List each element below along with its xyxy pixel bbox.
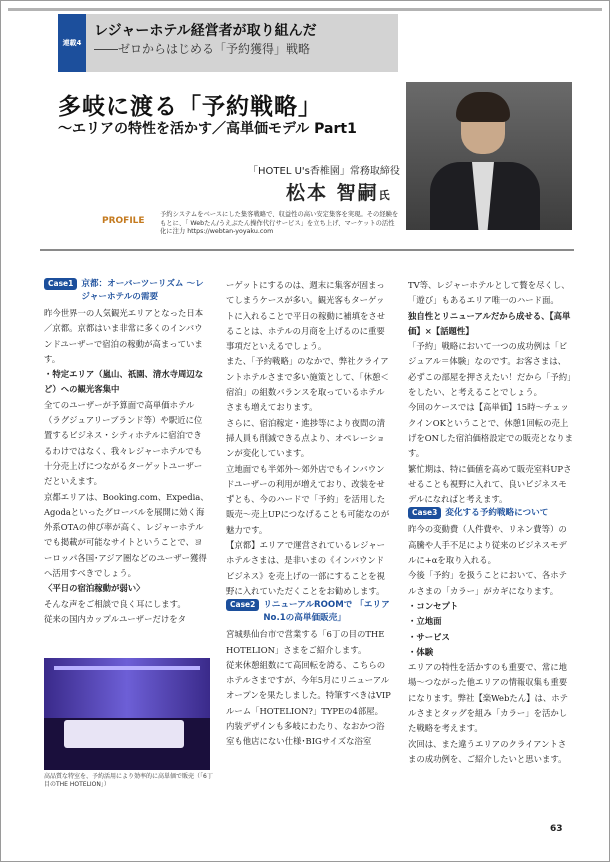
case1-heading xyxy=(44,278,210,304)
paragraph: 今回のケースでは【高単価】15時～チェックインOKということで、休憩1回転の売上げをONした宿泊価格設定での販売となります。 xyxy=(408,402,573,459)
paragraph: 全てのユーザーが予算面で高単価ホテル（ラグジュアリーブランド等）や駅近に位置するビジネス・シティホテルに宿泊できるわけではなく、我々レジャーホテルでも十分売上げにつながるターゲットユーザーだといえます。 xyxy=(44,399,203,487)
paragraph: 次回は、また違うエリアのクライアントさまの成功例を、ご紹介したいと思います。 xyxy=(408,738,567,764)
article-subtitle: ～エリアの特性を活かす／高単価モデル Part1 xyxy=(58,121,357,137)
paragraph: 従来の国内カップルユーザーだけをタ xyxy=(44,613,186,624)
paragraph: さらに、宿泊稼定・進捗等により夜間の清掃人員も削減できる点より、オペレーションが変化しています。 xyxy=(226,417,386,459)
author-honorific: 氏 xyxy=(378,189,390,202)
article-title: 多岐に渡る「予約戦略」 xyxy=(58,93,322,120)
author-role: 「HOTEL U's香椎園」常務取締役 xyxy=(248,166,400,177)
section-tag: 連載4 xyxy=(58,14,86,72)
subheading: 〈平日の宿泊稼動が弱い〉 xyxy=(44,583,145,594)
bullet-heading: ・特定エリア（嵐山、祇園、清水寺周辺など）への観光客集中 xyxy=(44,369,204,395)
author-name xyxy=(286,178,390,205)
case2-heading xyxy=(226,599,392,625)
column-1 xyxy=(44,278,210,627)
case-title: 京都：オーバーツーリズム ～レジャーホテルの需要 xyxy=(81,279,204,302)
paragraph: 独自性とリニューアルだから成せる、【高単価】×【話題性】 xyxy=(408,310,571,336)
hotel-room-photo xyxy=(44,658,210,770)
header-divider xyxy=(40,249,574,251)
paragraph: 今後「予約」を扱うことにおいて、各ホテルさまの「カラー」がカギになります。 xyxy=(408,570,567,596)
profile-text: 予約システムをベースにした集客戦略で、収益性の高い安定集客を実現。その経験をもとに、「 Webたん/うえぶたん操作代行サービス」を立ち上げ、マーケットの活性化に注力 https://webtan-yoyaku.com xyxy=(160,211,399,235)
list-item: ・体験 xyxy=(408,646,434,657)
paragraph: 昨今世界一の人気観光エリアとなった日本／京都。京都はいま非常に多くのインバウンドユーザーで宿泊の稼動が高まっています。 xyxy=(44,308,204,364)
paragraph: 宮城県仙台市で営業する「6丁の目のTHE HOTELION」さまをご紹介します。 xyxy=(226,629,385,655)
column-3 xyxy=(408,278,574,767)
paragraph: また、「予約戦略」のなかで、弊社クライアントホテルさまで多い施策として、「休憩＜宿泊」の組数バランスを取っているホテルさまも増えております。 xyxy=(226,356,389,413)
paragraph: 京都エリアは、Booking.com、Expedia、Agodaといったグローバルを展開に効く海外系OTAの伸び率が高く、レジャーホテルでも掲載が可能なサイトということで、ヨーロッパ各国･アジア圏などのユーザー獲得へ活用すべきでしょう。 xyxy=(44,491,209,579)
paragraph: そんな声をご相談で良く耳にします。 xyxy=(44,598,186,609)
list-item: ・立地面 xyxy=(408,616,442,627)
series-subtitle: ――ゼロからはじめる「予約獲得」戦略 xyxy=(94,42,311,56)
paragraph: 立地面でも半郊外～郊外店でもインバウンドユーザーの利用が増えており、改装をせずとも、今のハードで「予約」を活用した販売～売上UPにつなげることも可能なのが魅力です。 xyxy=(226,463,390,535)
case-badge: Case1 xyxy=(44,278,77,290)
paragraph: 「予約」戦略において一つの成功例は「ビジュアル＝体験」なのです。お客さまは、必ずこの部屋を押さえたい！だから「予約」をしたい、と考えることでしょう。 xyxy=(408,341,572,398)
case-title: リニューアルROOMで 「エリアNo.1の高単価販売」 xyxy=(263,600,390,624)
profile-label: PROFILE xyxy=(102,216,145,226)
case3-heading xyxy=(408,507,574,520)
list-item: ・コンセプト xyxy=(408,600,459,611)
paragraph: TV等、レジャーホテルとして贅を尽くし、「遊び」もあるエリア唯一のハード面。 xyxy=(408,280,570,306)
paragraph: ーゲットにするのは、週末に集客が固まってしまうケースが多い。観光客もターゲットに入れることで平日の稼動に補填をさせることは、ホテルの月商を上げるのに重要事項だといえるでしょう。 xyxy=(226,280,386,352)
paragraph: 繁忙期は、特に価値を高めて販売室料UPさせることも視野に入れて、良いビジネスモデルになればと考えます。 xyxy=(408,463,572,505)
paragraph: 内装デザインも多岐にわたり、なおかつ浴室も他店にない仕様･BIGサイズな浴室 xyxy=(226,721,385,747)
case-badge: Case2 xyxy=(226,599,259,611)
author-portrait xyxy=(406,82,572,230)
paragraph: エリアの特性を活かすのも重要で、常に地場～つながった他エリアの情報収集も重要になります。弊社【楽Webたん】は、ホテルさまとタッグを組み「カラー」を活かした戦略を考えます。 xyxy=(408,662,568,734)
photo-caption: 高品質な特室を、予約活用により効率的に高単価で販売（「6丁目のTHE HOTELION」） xyxy=(44,773,213,788)
page-number: 63 xyxy=(550,824,563,834)
case-badge: Case3 xyxy=(408,507,441,519)
photo-light xyxy=(54,666,200,670)
case-title: 変化する予約戦略について xyxy=(445,508,549,519)
paragraph: 従来休憩組数にて高回転を誇る、こちらのホテルさまですが、今年5月にリニューアルオープンを果たしました。特筆すべきはVIPルーム「HOTELION?」TYPEの4部屋。 xyxy=(226,659,391,716)
series-title: レジャーホテル経営者が取り組んだ xyxy=(94,23,317,39)
list-item: ・サービス xyxy=(408,631,450,642)
column-2 xyxy=(226,278,392,750)
top-rule xyxy=(8,8,602,11)
portrait-hair xyxy=(456,92,510,122)
photo-bed xyxy=(64,720,184,748)
paragraph: 昨今の変動費（人件費や、リネン費等）の高騰や人手不足により従来のビジネスモデルに+αを取り入れる。 xyxy=(408,524,567,566)
author-name-text: 松本 智嗣 xyxy=(286,182,379,204)
paragraph: 【京都】エリアで運営されているレジャーホテルさまは、是非いまの《インバウンドビジネス》を売上げの一部にすることを視野に入れていただくことをお勧めします。 xyxy=(226,540,385,596)
